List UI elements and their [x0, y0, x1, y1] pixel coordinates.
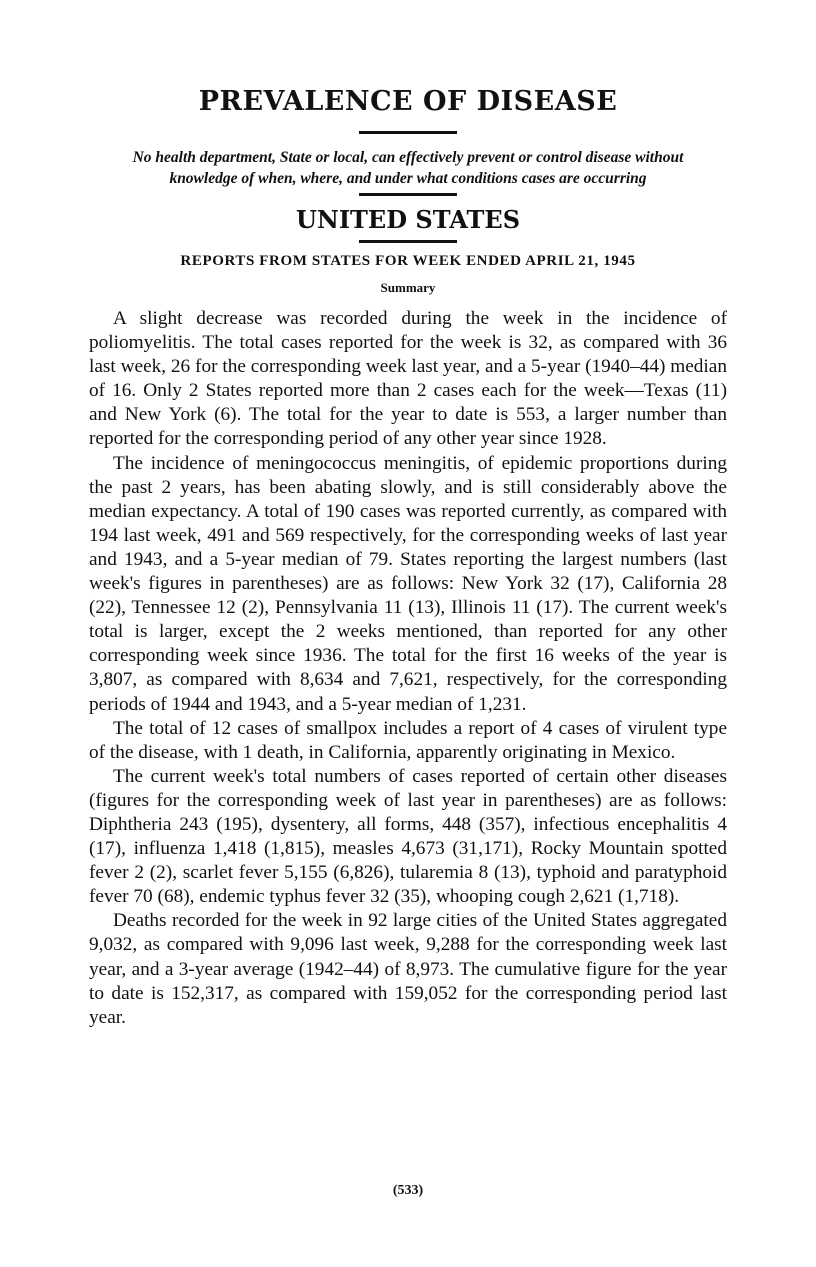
motto-rule	[359, 193, 457, 196]
motto	[80, 147, 736, 189]
page-number: (533)	[392, 1183, 424, 1198]
paragraph-poliomyelitis: A slight decrease was recorded during the week in the incidence of poliomyelitis. The total cases reported for the week is 32, as compared with 36 last week, 26 for the corresponding week last year, and a 5-year (1940–44) median of 16. Only 2 States reported more than 2 cases each for the week—Texas (11) and New York (6). The total for the year to date is 553, a larger number than reported for the corresponding period of any other year since 1928.	[89, 308, 727, 450]
paragraph-deaths: Deaths recorded for the week in 92 large cities of the United States aggregated 9,032, as compared with 9,096 last week, 9,288 for the corresponding week last year, and a 3-year average (1942–44) of 8,973. The cumulative figure for the year to date is 152,317, as compared with 159,052 for the corresponding period last year.	[89, 910, 727, 1028]
paragraph-other-diseases: The current week's total numbers of cases reported of certain other diseases (figures for the corresponding week of last year in parentheses) are as follows: Diphtheria 243 (195), dysentery, all forms, 448 (357), infectious encephalitis 4 (17), influenza 1,418 (1,815), measles 4,673 (31,171), Rocky Mountain spotted fever 2 (2), scarlet fever 5,155 (6,826), tularemia 8 (13), typhoid and paratyphoid fever 70 (68), endemic typhus fever 32 (35), whooping cough 2,621 (1,718).	[89, 765, 727, 908]
section-rule	[359, 240, 457, 243]
motto-line-1: No health department, State or local, can effectively prevent or control disease without	[132, 149, 684, 166]
motto-line-2: knowledge of when, where, and under what conditions cases are occurring	[169, 170, 647, 187]
report-heading: REPORTS FROM STATES FOR WEEK ENDED APRIL 21, 1945	[180, 253, 636, 269]
paragraph-smallpox: The total of 12 cases of smallpox includes a report of 4 cases of virulent type of the disease, with 1 death, in California, apparently originating in Mexico.	[89, 717, 727, 763]
page-title: PREVALENCE OF DISEASE	[198, 86, 618, 117]
section-title: UNITED STATES	[295, 205, 521, 234]
summary-body	[89, 307, 727, 1030]
paragraph-meningitis: The incidence of meningococcus meningitis, of epidemic proportions during the past 2 years, has been abating slowly, and is still considerably above the median expectancy. A total of 190 cases was reported currently, as compared with 194 last week, 491 and 569 respectively, for the corresponding weeks of last year and 1943, and a 5-year median of 79. States reporting the largest numbers (last week's figures in parentheses) are as follows: New York 32 (17), California 28 (22), Tennessee 12 (2), Pennsylvania 11 (13), Illinois 11 (17). The current week's total is larger, except the 2 weeks mentioned, than reported for any other corresponding week since 1936. The total for the first 16 weeks of the year is 3,807, as compared with 8,634 and 7,621, respectively, for the corresponding periods of 1944 and 1943, and a 5-year median of 1,231.	[89, 452, 727, 715]
title-rule	[359, 131, 457, 134]
summary-heading: Summary	[380, 280, 436, 295]
